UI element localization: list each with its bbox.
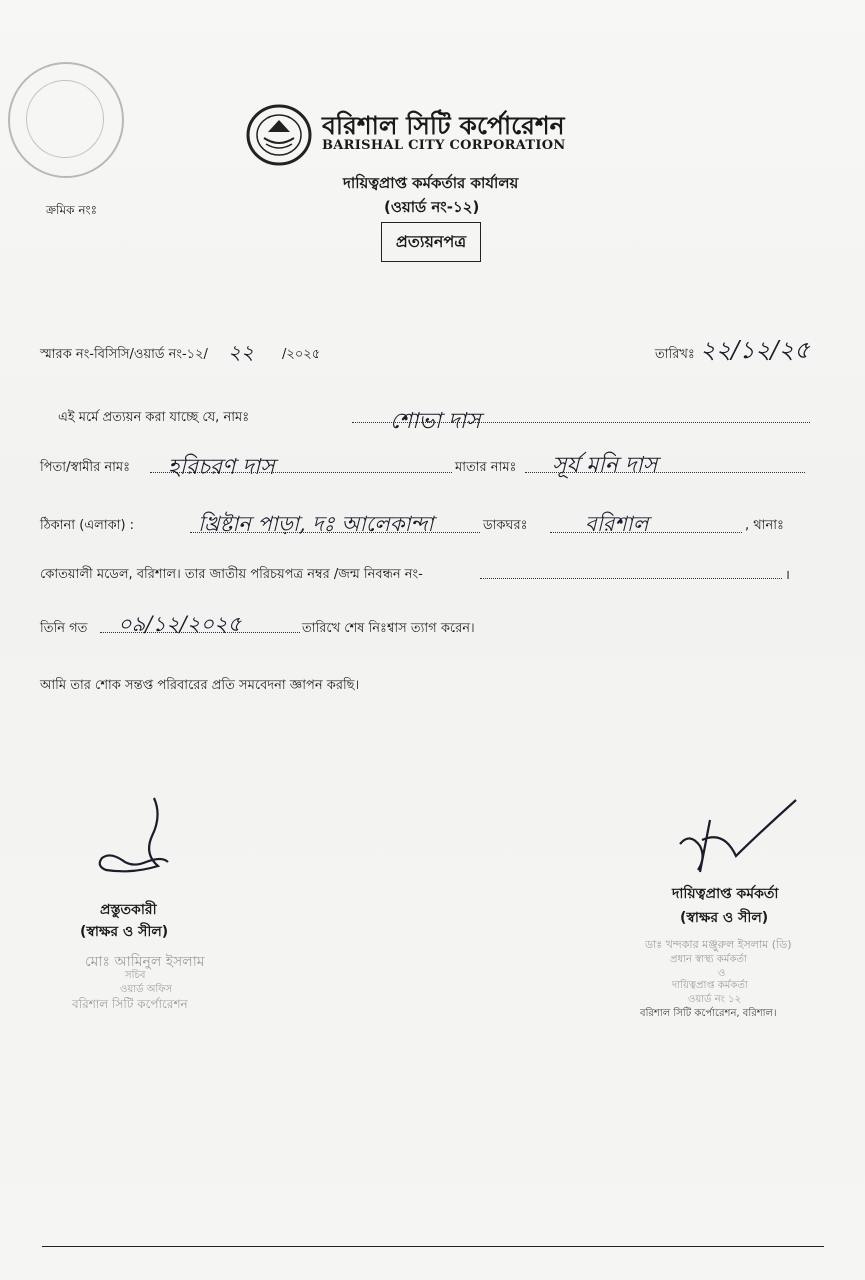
- father-value: হরিচরণ দাস: [168, 455, 275, 480]
- document-type-box: [381, 222, 481, 262]
- office-name: দায়িত্বপ্রাপ্ত কর্মকর্তার কার্যালয়: [343, 174, 519, 192]
- death-suffix: তারিখে শেষ নিঃশ্বাস ত্যাগ করেন।: [302, 621, 475, 636]
- org-name-english: BARISHAL CITY CORPORATION: [322, 138, 566, 153]
- preparer-signature-icon: [92, 796, 174, 884]
- preparer-role: প্রস্তুতকারী: [100, 902, 157, 918]
- thana-label: , থানাঃ: [745, 518, 784, 533]
- serial-label: ক্রমিক নংঃ: [46, 203, 98, 217]
- memo-label: স্মারক নং-বিসিসি/ওয়ার্ড নং-১২/: [40, 347, 208, 362]
- father-label: পিতা/স্বামীর নামঃ: [40, 460, 131, 475]
- preparer-seal-4: বরিশাল সিটি কর্পোরেশন: [72, 997, 188, 1011]
- date-value: ২২/১২/২৫: [700, 336, 810, 364]
- nid-line: কোতয়ালী মডেল, বরিশাল। তার জাতীয় পরিচয়পত্র নম্বর /জন্ম নিবন্ধন নং-: [40, 567, 423, 582]
- officer-seal-1: ডাঃ খন্দকার মঞ্জুরুল ইসলাম (ডি): [645, 938, 792, 951]
- preparer-seal-3: ওয়ার্ড অফিস: [120, 984, 173, 995]
- bottom-rule: [42, 1246, 824, 1247]
- officer-seal-4: দায়িত্বপ্রাপ্ত কর্মকর্তা: [672, 980, 748, 991]
- officer-signature-icon: [676, 796, 800, 876]
- officer-seal-2: প্রধান স্বাস্থ্য কর্মকর্তা: [670, 954, 747, 965]
- address-value: খ্রিষ্টান পাড়া, দঃ আলেকান্দা: [198, 512, 434, 536]
- document-type: প্রত্যয়নপত্র: [395, 231, 467, 251]
- corporation-logo-icon: [246, 104, 312, 166]
- officer-seal-6: বরিশাল সিটি কর্পোরেশন, বরিশাল।: [640, 1008, 777, 1019]
- mother-label: মাতার নামঃ: [455, 460, 517, 475]
- memo-year: /২০২৫: [282, 347, 321, 362]
- intro-text: এই মর্মে প্রত্যয়ন করা যাচ্ছে যে, নামঃ: [58, 410, 250, 425]
- death-date: ০৯/১২/২০২৫: [118, 612, 242, 636]
- memo-number: ২২: [228, 340, 255, 364]
- org-name-bangla: বরিশাল সিটি কর্পোরেশন: [322, 111, 565, 140]
- date-label: তারিখঃ: [655, 347, 695, 362]
- officer-seal-3: ও: [718, 968, 726, 979]
- ward-label: (ওয়ার্ড নং-১২): [384, 198, 480, 216]
- stamp-seal: [8, 62, 124, 178]
- preparer-seal-2: সচিব: [125, 970, 146, 981]
- preparer-sub: (স্বাক্ষর ও সীল): [80, 924, 169, 940]
- address-label: ঠিকানা (এলাকা) :: [40, 518, 135, 533]
- death-prefix: তিনি গত: [40, 621, 88, 636]
- condolence-text: আমি তার শোক সন্তপ্ত পরিবারের প্রতি সমবেদনা জ্ঞাপন করছি।: [40, 678, 360, 693]
- preparer-seal-1: মোঃ আমিনুল ইসলাম: [85, 954, 205, 970]
- officer-role: দায়িত্বপ্রাপ্ত কর্মকর্তা: [672, 886, 779, 902]
- post-label: ডাকঘরঃ: [483, 518, 528, 533]
- post-value: বরিশাল: [585, 512, 649, 536]
- nid-line-end: ।: [785, 568, 790, 583]
- officer-seal-5: ওয়ার্ড নং ১২: [688, 994, 742, 1005]
- name-value: শোভা দাস: [390, 409, 481, 434]
- mother-value: সূর্য মনি দাস: [552, 453, 658, 478]
- officer-sub: (স্বাক্ষর ও সীল): [680, 910, 769, 926]
